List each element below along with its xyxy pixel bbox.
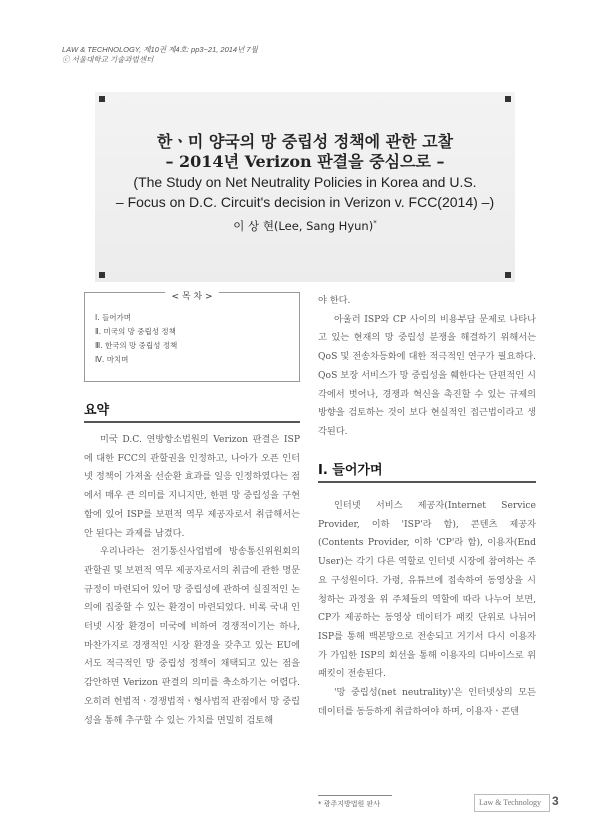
journal-copyright-line: ⓒ 서울대학교 기술과법센터: [62, 55, 154, 64]
korean-title: 한ㆍ미 양국의 망 중립성 정책에 관한 고찰: [156, 132, 454, 151]
author-footnote-mark: *: [373, 219, 377, 227]
abstract-paragraph: 우리나라는 전기통신사업법에 방송통신위원회의 관할권 및 보편적 역무 제공자로서의 취급에 관한 명문 규정이 마련되어 있어 망 중립성에 관하여 실질적인 논의에 집중할 수 있는 환경이 마련되었다. 비록 국내 인터넷 시장 환경이 미국에 비하여 경쟁적이기는 하나, 마찬가지로 경쟁적인 시장 환경을 갖추고 있는 EU에서도 적극적인 망 중립성 정책이 채택되고 있는 점을 감안하면 Verizon 판결의 의미를 축소하기는 어렵다. 오히려 헌법적ㆍ경쟁법적ㆍ형사법적 관점에서 망 중립성을 통해 추구할 수 있는 가치를 면밀히 검토해: [84, 546, 300, 726]
english-title: (The Study on Net Neutrality Policies in Korea and U.S.: [133, 174, 477, 190]
corner-marker: [505, 96, 511, 102]
corner-marker: [99, 272, 105, 278]
section-rule: [318, 481, 536, 483]
toc-item: Ⅱ. 미국의 망 중립성 정책: [95, 327, 176, 336]
abstract-paragraph: 아울러 ISP와 CP 사이의 비용부담 문제로 나타나고 있는 현재의 망 중립성 분쟁을 해결하기 위해서는 QoS 및 전송차등화에 대한 적극적인 연구가 필요하다. QoS 보장 서비스가 망 중립성을 훼한다는 단편적인 시각에서 벗어나, 경쟁과 혁신을 촉진할 수 있는 규제의 방향을 검토하는 것이 보다 현실적인 접근법이라고 생각된다.: [318, 313, 536, 437]
toc-item: Ⅲ. 한국의 망 중립성 정책: [95, 341, 178, 350]
journal-citation: [62, 45, 258, 65]
journal-citation-line1: LAW & TECHNOLOGY, 제10권 제4호: pp3~21, 2014년 7월: [62, 45, 258, 54]
toc-item: Ⅳ. 마치며: [95, 355, 129, 364]
author-name: [95, 214, 515, 235]
table-of-contents: [84, 292, 300, 382]
footnote-rule: [318, 795, 392, 796]
section-rule: [84, 421, 300, 423]
title-box: [95, 92, 515, 282]
footnote: * 광주지방법원 판사: [318, 800, 381, 808]
intro-column: [318, 497, 536, 721]
page-number: 3: [552, 794, 559, 808]
english-subtitle: – Focus on D.C. Circuit's decision in Verizon v. FCC(2014) –): [115, 194, 495, 210]
footer-journal-name: Law & Technology: [479, 798, 541, 807]
toc-item: Ⅰ. 들어가며: [95, 313, 131, 322]
toc-heading: < 목 차 >: [165, 292, 218, 302]
abstract-left-column: [84, 431, 300, 730]
abstract-heading: 요약: [84, 403, 110, 418]
korean-subtitle: – 2014년 Verizon 판결을 중심으로 –: [165, 152, 445, 171]
abstract-paragraph: 야 한다.: [318, 295, 351, 306]
corner-marker: [99, 96, 105, 102]
intro-paragraph: 인터넷 서비스 제공자(Internet Service Provider, 이하 'ISP'라 함), 콘텐츠 제공자(Contents Provider, 이하 'CP'라 함), 이용자(End User)는 각기 다른 역할로 인터넷 시장에 참여하는 주요 구성원이다. 가령, 유튜브에 접속하여 동영상을 시청하는 과정을 위 주체들의 역할에 따라 나누어 보면, CP가 제공하는 동영상 데이터가 패킷 단위로 나뉘어 ISP를 통해 백본망으로 전송되고 거기서 다시 이용자가 가입한 ISP의 회선을 통해 이용자의 디바이스로 위 패킷이 전송된다.: [318, 500, 536, 680]
author-name-text: 이 상 현(Lee, Sang Hyun): [233, 218, 374, 233]
section-heading-intro: Ⅰ. 들어가며: [318, 463, 383, 478]
footer-journal-box: [474, 794, 550, 812]
intro-paragraph: '망 중립성(net neutrality)'은 인터넷상의 모든 데이터를 동등하게 취급하여야 하며, 이용자ㆍ콘텐: [318, 687, 536, 717]
corner-marker: [505, 272, 511, 278]
abstract-paragraph: 미국 D.C. 연방항소법원의 Verizon 판결은 ISP에 대한 FCC의 관할권을 인정하고, 나아가 오픈 인터넷 정책이 가져올 선순환 효과를 일응 인정하였다는 점에서 매우 큰 의미를 지니지만, 한편 망 중립성을 구현함에 있어 ISP를 보편적 역무 제공자로서 취급해서는 안 된다는 과제를 남겼다.: [84, 434, 300, 539]
abstract-right-column: [318, 292, 536, 442]
